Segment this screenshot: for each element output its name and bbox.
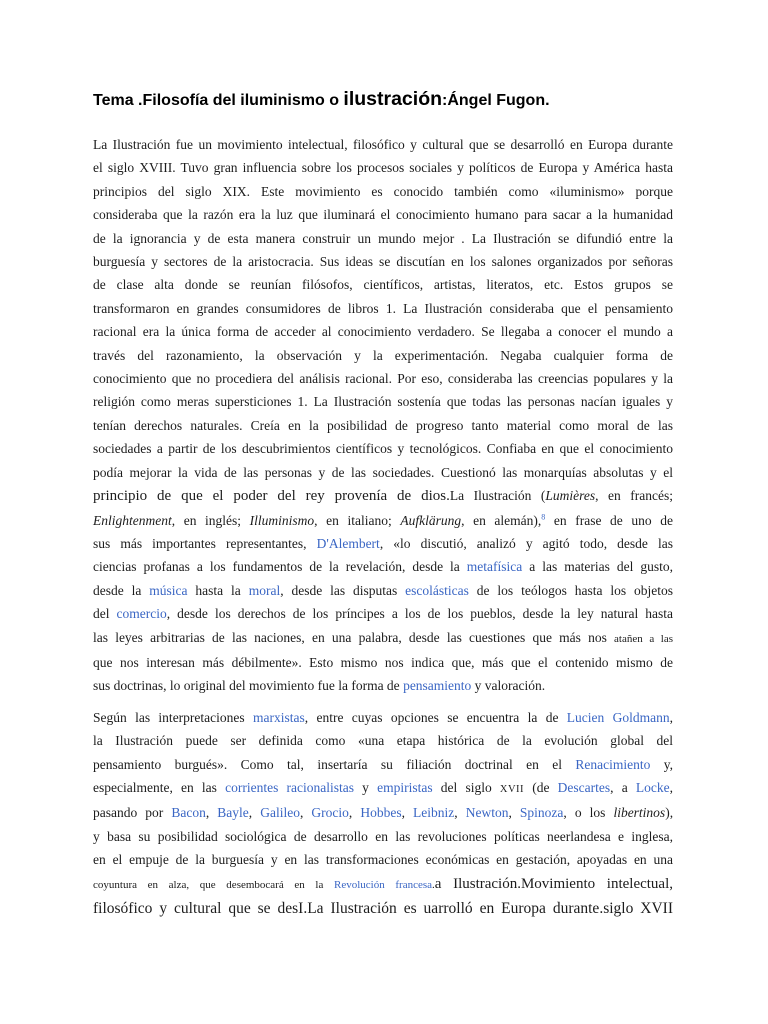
text-line: de clase alta donde se reunían filósofos, científicos, artistas, literatos, etc. Estos grupos se — [93, 277, 673, 293]
text-span: , — [348, 805, 361, 821]
text-span: coyuntura en alza, que desembocará en la — [93, 878, 334, 891]
text-span: , «lo discutió, analizó y agitó todo, desde las — [379, 535, 673, 551]
text-span: principio de que el poder del rey provenía de dios. — [93, 488, 450, 505]
text-span: las leyes arbitrarias de las naciones, en una palabra, desde las cuestiones que más nos — [93, 629, 615, 645]
text-line: filosófico y cultural que se desI.La Ilustración es uarrolló en Europa durante.siglo XVII — [93, 900, 673, 917]
document-page — [93, 88, 673, 920]
text-line — [93, 555, 673, 578]
text-line — [93, 509, 673, 532]
text-span: , entre cuyas opciones se encuentra la de — [304, 709, 567, 725]
text-span: y — [353, 779, 378, 795]
link-leibniz[interactable]: Leibniz — [413, 805, 455, 821]
text-span: , en francés; — [595, 488, 673, 504]
text-line: y basa su posibilidad sociológica de desarrollo en las revoluciones políticas neerlandesa e inglesa, — [93, 828, 673, 844]
link-newton[interactable]: Newton — [465, 805, 509, 821]
title-author: :Ángel Fugon. — [442, 92, 550, 109]
link-spinoza[interactable]: Spinoza — [519, 805, 564, 821]
text-span: , en inglés; — [171, 512, 250, 528]
paragraph-2 — [93, 706, 673, 921]
text-line: principios del siglo XIX. Este movimiento es conocido también como «iluminismo» porque — [93, 183, 673, 199]
title-emphasis: ilustración — [343, 88, 443, 110]
link-lucien-goldmann[interactable]: Lucien Goldmann — [566, 709, 670, 725]
text-line: transformaron en grandes consumidores de libros 1. La Ilustración consideraba que el pensamiento — [93, 300, 673, 316]
link-bayle[interactable]: Bayle — [217, 805, 249, 821]
text-span: de los teólogos hasta los objetos — [468, 582, 673, 598]
text-line — [93, 706, 673, 729]
link-renacimiento[interactable]: Renacimiento — [575, 756, 651, 772]
text-span: , desde las disputas — [280, 582, 406, 598]
text-span: pasando por — [93, 805, 172, 821]
text-span: del siglo — [432, 779, 500, 795]
link-escolasticas[interactable]: escolásticas — [405, 582, 469, 598]
text-span: ), — [665, 805, 674, 821]
italic-term: Enlightenment — [93, 512, 172, 528]
text-line: La Ilustración fue un movimiento intelectual, filosófico y cultural que se desarrolló en Europa durante — [93, 137, 673, 152]
text-span: , en alemán), — [461, 512, 542, 528]
italic-term: Illuminismo — [249, 512, 315, 528]
text-span: , — [454, 805, 466, 821]
text-line: tenían derechos naturales. Creía en la posibilidad de progreso tanto material como moral de las — [93, 417, 673, 433]
text-span: XVII — [499, 783, 525, 795]
text-line — [93, 753, 673, 776]
text-span: . — [432, 878, 435, 891]
link-musica[interactable]: música — [149, 582, 188, 598]
text-span: ciencias profanas a los fundamentos de la revelación, desde la — [93, 559, 467, 575]
text-span: en frase de uno de — [545, 512, 673, 528]
text-span: pensamiento burgués». Como tal, insertaría su filiación doctrinal en el — [93, 756, 576, 772]
link-revolucion-francesa[interactable]: Revolución francesa — [334, 878, 433, 891]
text-span: sus más importantes representantes, — [93, 535, 317, 551]
text-span: La Ilustración ( — [449, 488, 546, 504]
text-span: desde la — [93, 582, 150, 598]
text-line: religión como meras supersticiones 1. La Ilustración sostenía que todas las personas nacían iguales y — [93, 394, 673, 410]
text-span: Según las interpretaciones — [93, 709, 253, 725]
text-line — [93, 602, 673, 625]
text-line — [93, 484, 673, 508]
text-span: , — [205, 805, 218, 821]
text-span: hasta la — [187, 582, 249, 598]
text-span: y valoración. — [471, 678, 546, 694]
link-moral[interactable]: moral — [248, 582, 281, 598]
text-span: a las materias del gusto, — [522, 559, 673, 575]
text-line — [93, 674, 673, 697]
text-span: , en italiano; — [314, 512, 401, 528]
link-corrientes-racionalistas[interactable]: corrientes racionalistas — [225, 779, 354, 795]
text-line: conocimiento que no procediera del análisis racional. Por eso, consideraba las creencias populares y la — [93, 371, 673, 387]
title-text: Tema .Filosofía del iluminismo o — [93, 92, 344, 109]
text-line — [93, 532, 673, 555]
text-line: de la ignorancia y de esta manera construir un mundo mejor . La Ilustración se difundió entre la — [93, 230, 673, 246]
text-line: en el empuje de la burguesía y en las transformaciones económicas en gestación, apoyadas en una — [93, 852, 673, 868]
text-line: través del razonamiento, la observación y la experimentación. Negaba cualquier forma de — [93, 347, 673, 363]
link-pensamiento[interactable]: pensamiento — [403, 678, 472, 694]
text-line: racional era la única forma de acceder al conocimiento verdadero. Se llegaba a conocer el mundo a — [93, 324, 673, 340]
italic-term: libertinos — [613, 805, 666, 821]
link-galileo[interactable]: Galileo — [260, 805, 300, 821]
text-line — [93, 872, 673, 897]
text-line: podía mejorar la vida de las personas y de las sociedades. Cuestionó las monarquías absolutas y el — [93, 464, 673, 480]
text-line — [93, 626, 673, 651]
text-line — [93, 776, 673, 801]
text-span: especialmente, en las — [93, 779, 226, 795]
text-line — [93, 801, 673, 824]
text-span: , o los — [563, 805, 614, 821]
footnote-link[interactable]: 8 — [541, 512, 546, 521]
text-line: que nos interesan más débilmente». Esto mismo nos indica que, más que el contenido mismo de — [93, 654, 673, 670]
text-span: , — [508, 805, 520, 821]
text-span: y, — [650, 756, 674, 772]
text-span: (de — [524, 779, 558, 795]
text-line: consideraba que la razón era la luz que iluminará el conocimiento humano para sacar a la humanidad — [93, 207, 673, 223]
text-line: el siglo XVIII. Tuvo gran influencia sobre los procesos sociales y políticos de Europa y América hasta — [93, 160, 673, 176]
link-bacon[interactable]: Bacon — [171, 805, 206, 821]
text-span: , — [299, 805, 312, 821]
text-span: , a — [610, 779, 636, 795]
link-metafisica[interactable]: metafísica — [466, 559, 523, 575]
text-span: , — [669, 779, 673, 795]
text-span: , — [401, 805, 414, 821]
text-span: , — [669, 709, 673, 725]
italic-term: Lumières — [545, 488, 596, 504]
text-span: a Ilustración.Movimiento intelectual, — [434, 875, 674, 892]
text-line — [93, 579, 673, 602]
text-span: del — [93, 606, 117, 622]
link-marxistas[interactable]: marxistas — [253, 709, 305, 725]
text-span: , — [248, 805, 261, 821]
link-descartes[interactable]: Descartes — [557, 779, 611, 795]
paragraph-1 — [93, 133, 673, 698]
text-line: burguesía y sectores de la aristocracia. Sus ideas se discutían en los salones organizados por señoras — [93, 254, 673, 270]
link-locke[interactable]: Locke — [635, 779, 670, 795]
link-dalembert[interactable]: D'Alembert — [316, 535, 380, 551]
italic-term: Aufklärung — [400, 512, 462, 528]
link-comercio[interactable]: comercio — [116, 606, 167, 622]
text-span: , desde los derechos de los príncipes a los de los pueblos, desde la ley natural hasta — [166, 606, 673, 622]
text-line: la Ilustración puede ser definida como «una etapa histórica de la evolución global del — [93, 733, 673, 749]
link-empiristas[interactable]: empiristas — [377, 779, 433, 795]
document-title — [93, 88, 673, 111]
text-span: atañen a las — [614, 632, 673, 645]
text-line: sociedades a partir de los descubrimientos científicos y tecnológicos. Confiaba en que el conocimiento — [93, 441, 673, 457]
link-grocio[interactable]: Grocio — [311, 805, 349, 821]
text-span: sus doctrinas, lo original del movimiento fue la forma de — [93, 678, 404, 694]
link-hobbes[interactable]: Hobbes — [360, 805, 402, 821]
